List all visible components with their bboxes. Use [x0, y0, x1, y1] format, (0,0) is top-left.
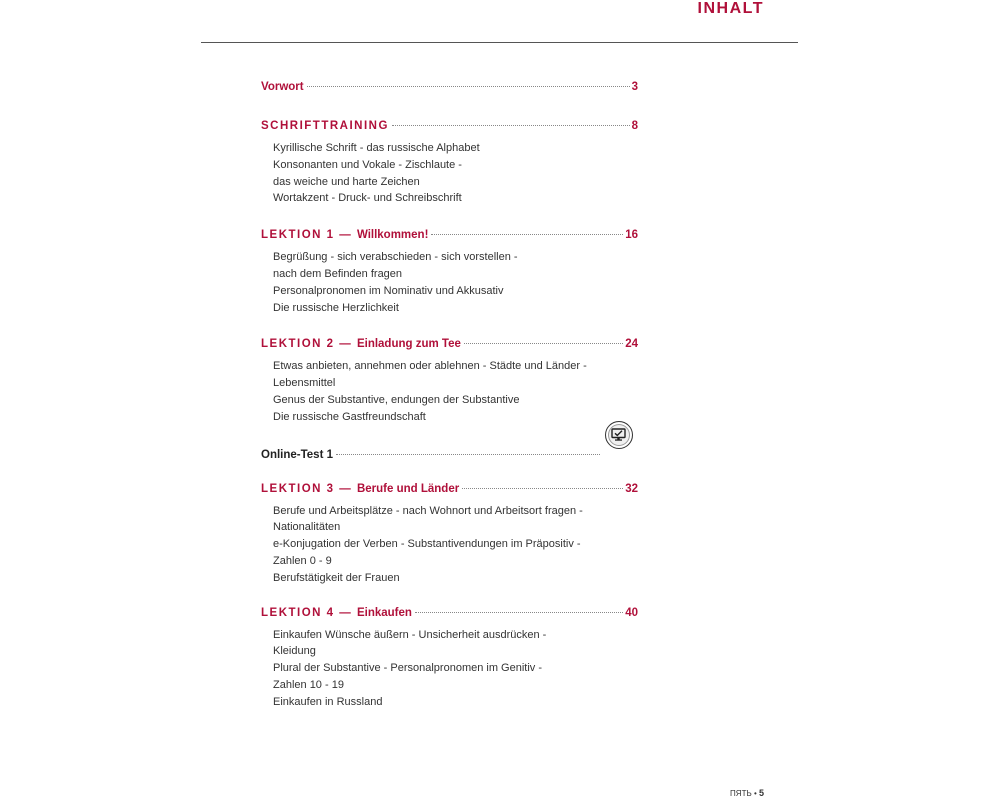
- description-line: Konsonanten und Vokale - Zischlaute -: [273, 158, 462, 171]
- dot-leader: [415, 612, 623, 613]
- toc-page-number: 24: [625, 338, 638, 351]
- toc-page-number: 16: [625, 229, 638, 242]
- lesson-subtitle: Einkaufen: [356, 606, 412, 619]
- lesson-label: LEKTION 1 —: [261, 229, 357, 242]
- toc-entry-online-test[interactable]: [261, 447, 638, 464]
- lesson-label: LEKTION 2 —: [261, 338, 357, 351]
- description-line: Genus der Substantive, endungen der Substantive: [273, 393, 520, 406]
- description-line: Berufe und Arbeitsplätze - nach Wohnort und Arbeitsort fragen -: [273, 504, 583, 517]
- header-rule: [201, 42, 798, 43]
- toc-page-number: 32: [625, 482, 638, 495]
- toc-entry-description: [273, 140, 638, 207]
- description-line: Die russische Herzlichkeit: [273, 301, 399, 314]
- description-line: Einkaufen Wünsche äußern - Unsicherheit ausdrücken -: [273, 628, 547, 641]
- toc-entry-description: [273, 358, 638, 425]
- toc-page-number: 3: [631, 81, 638, 93]
- toc-entry-lektion-1[interactable]: [261, 227, 638, 316]
- dot-leader: [392, 125, 630, 126]
- description-line: Einkaufen in Russland: [273, 695, 383, 708]
- table-of-contents: [261, 79, 638, 711]
- description-line: das weiche und harte Zeichen: [273, 175, 420, 188]
- monitor-checkmark-icon[interactable]: [605, 421, 633, 449]
- toc-entry-lektion-3[interactable]: [261, 481, 638, 587]
- toc-entry-lektion-4[interactable]: [261, 605, 638, 711]
- description-line: Berufstätigkeit der Frauen: [273, 571, 400, 584]
- description-line: Nationalitäten: [273, 521, 341, 534]
- lesson-subtitle: Berufe und Länder: [356, 482, 460, 495]
- toc-entry-title: Vorwort: [261, 81, 304, 93]
- footer-bullet: •: [753, 789, 759, 798]
- toc-entry-description: [273, 503, 638, 587]
- toc-entry-title: SCHRIFTTRAINING: [261, 120, 389, 132]
- lesson-subtitle: Einladung zum Tee: [356, 338, 461, 351]
- monitor-glyph: [611, 427, 626, 442]
- toc-entry-description: [273, 627, 638, 711]
- toc-entry-lektion-2[interactable]: [261, 336, 638, 425]
- toc-entry-schrifttraining[interactable]: [261, 118, 638, 207]
- dot-leader: [336, 454, 600, 455]
- description-line: Personalpronomen im Nominativ und Akkusativ: [273, 284, 504, 297]
- toc-page-number: 40: [625, 606, 638, 619]
- toc-page-number: 8: [631, 120, 638, 132]
- toc-entry-title: Online-Test 1: [261, 448, 333, 461]
- description-line: Plural der Substantive - Personalpronomen im Genitiv -: [273, 662, 543, 675]
- page-footer: [730, 788, 764, 798]
- description-line: Wortakzent - Druck- und Schreibschrift: [273, 192, 462, 205]
- description-line: Lebensmittel: [273, 377, 336, 390]
- description-line: Kleidung: [273, 645, 316, 658]
- description-line: Kyrillische Schrift - das russische Alphabet: [273, 142, 480, 154]
- page-title: INHALT: [697, 0, 764, 17]
- description-line: Die russische Gastfreundschaft: [273, 410, 426, 423]
- lesson-label: LEKTION 3 —: [261, 482, 357, 495]
- footer-page-number: 5: [758, 788, 764, 798]
- description-line: Begrüßung - sich verabschieden - sich vorstellen -: [273, 251, 518, 264]
- description-line: Zahlen 10 - 19: [273, 678, 344, 691]
- toc-entry-description: [273, 249, 638, 316]
- description-line: Zahlen 0 - 9: [273, 554, 332, 567]
- lesson-subtitle: Willkommen!: [356, 229, 429, 242]
- dot-leader: [464, 343, 623, 344]
- footer-label: ПЯТЬ: [730, 789, 752, 798]
- toc-entry-vorwort[interactable]: [261, 79, 638, 96]
- dot-leader: [431, 234, 623, 235]
- dot-leader: [462, 488, 623, 489]
- dot-leader: [307, 86, 630, 87]
- description-line: nach dem Befinden fragen: [273, 267, 403, 280]
- description-line: e-Konjugation der Verben - Substantivendungen im Präpositiv -: [273, 538, 581, 551]
- lesson-label: LEKTION 4 —: [261, 606, 357, 619]
- description-line: Etwas anbieten, annehmen oder ablehnen - Städte und Länder -: [273, 360, 587, 373]
